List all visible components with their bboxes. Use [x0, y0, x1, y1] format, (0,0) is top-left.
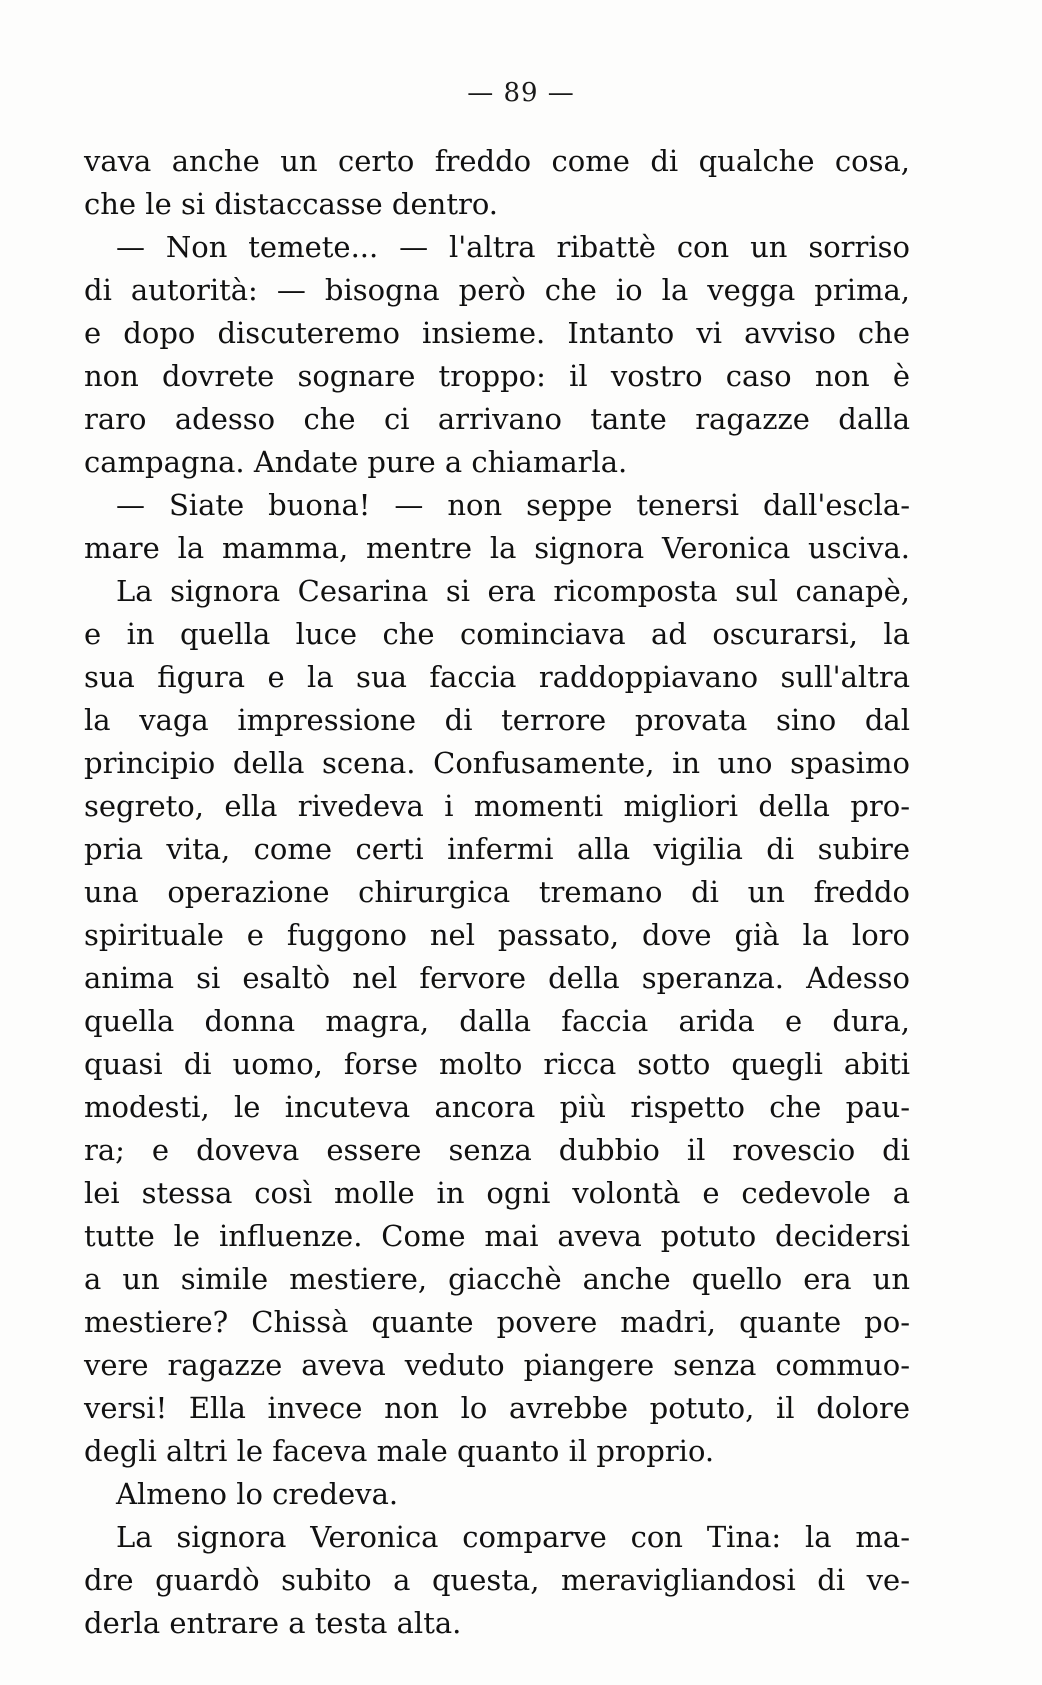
text-line: di autorità: — bisogna però che io la vegga prima, [84, 273, 910, 307]
text-line: La signora Cesarina si era ricomposta sul canapè, [116, 574, 910, 608]
text-line: raro adesso che ci arrivano tante ragazze dalla [84, 402, 910, 436]
text-line: mestiere? Chissà quante povere madri, quante po- [84, 1305, 910, 1339]
text-line: e in quella luce che cominciava ad oscurarsi, la [84, 617, 910, 651]
page-number: — 89 — [467, 78, 575, 108]
text-line: quasi di uomo, forse molto ricca sotto quegli abiti [84, 1047, 910, 1081]
text-line: La signora Veronica comparve con Tina: la ma- [116, 1520, 910, 1554]
text-line: spirituale e fuggono nel passato, dove già la loro [84, 918, 910, 952]
text-line: non dovrete sognare troppo: il vostro caso non è [84, 359, 910, 393]
text-line: campagna. Andate pure a chiamarla. [84, 445, 628, 479]
text-line: — Siate buona! — non seppe tenersi dall'escla- [116, 488, 910, 522]
text-line: a un simile mestiere, giacchè anche quello era un [84, 1262, 910, 1296]
text-line: sua figura e la sua faccia raddoppiavano sull'altra [84, 660, 910, 694]
text-line: derla entrare a testa alta. [84, 1606, 462, 1640]
text-line: quella donna magra, dalla faccia arida e dura, [84, 1004, 910, 1038]
text-line: modesti, le incuteva ancora più rispetto che pau- [84, 1090, 910, 1124]
text-line: mare la mamma, mentre la signora Veronica usciva. [84, 531, 910, 565]
text-line: lei stessa così molle in ogni volontà e cedevole a [84, 1176, 910, 1210]
text-line: principio della scena. Confusamente, in uno spasimo [84, 746, 910, 780]
text-line: — Non temete... — l'altra ribattè con un sorriso [116, 230, 910, 264]
text-line: Almeno lo credeva. [116, 1477, 399, 1511]
body-text [84, 140, 910, 1645]
text-line: pria vita, come certi infermi alla vigilia di subire [84, 832, 910, 866]
text-line: ra; e doveva essere senza dubbio il rovescio di [84, 1133, 910, 1167]
text-line: vava anche un certo freddo come di qualche cosa, [84, 144, 910, 178]
text-line: vere ragazze aveva veduto piangere senza commuo- [84, 1348, 910, 1382]
text-line: degli altri le faceva male quanto il proprio. [84, 1434, 715, 1468]
text-line: la vaga impressione di terrore provata sino dal [84, 703, 910, 737]
text-line: una operazione chirurgica tremano di un freddo [84, 875, 910, 909]
text-line: e dopo discuteremo insieme. Intanto vi avviso che [84, 316, 910, 350]
text-line: anima si esaltò nel fervore della speranza. Adesso [84, 961, 910, 995]
text-line: dre guardò subito a questa, meravigliandosi di ve- [84, 1563, 910, 1597]
text-line: che le si distaccasse dentro. [84, 187, 499, 221]
text-line: versi! Ella invece non lo avrebbe potuto, il dolore [84, 1391, 910, 1425]
text-line: tutte le influenze. Come mai aveva potuto decidersi [84, 1219, 910, 1253]
text-line: segreto, ella rivedeva i momenti migliori della pro- [84, 789, 910, 823]
